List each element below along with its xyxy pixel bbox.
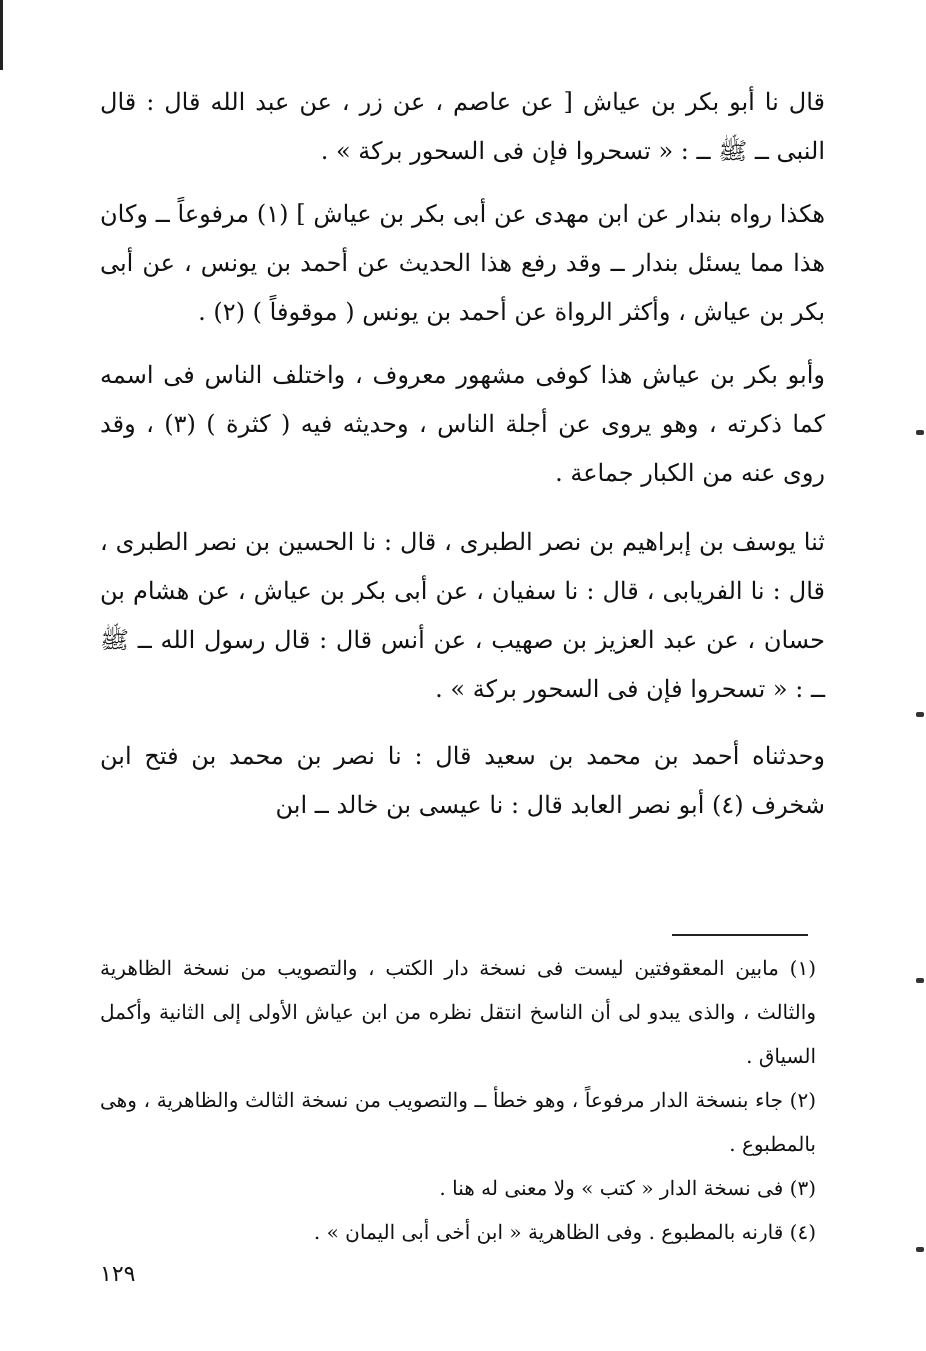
paragraph <box>100 190 825 337</box>
main-text <box>100 78 825 844</box>
paragraph <box>100 78 825 176</box>
paragraph-text: وحدثناه أحمد بن محمد بن سعيد قال : نا نصر بن محمد بن فتح ابن شخرف (٤) أبو نصر العابد قال : نا عيسى بن خالد ــ ابن <box>100 742 825 819</box>
scan-edge-mark <box>0 0 3 70</box>
paragraph-text: وأبو بكر بن عياش هذا كوفى مشهور معروف ، واختلف الناس فى اسمه كما ذكرته ، وهو يروى عن أجلة الناس ، وحديثه فيه ( كثرة ) (٣) ، وقد روى عنه من الكبار جماعة . <box>100 361 825 487</box>
footnote: (٤) قارنه بالمطبوع . وفى الظاهرية « ابن أخى أبى اليمان » . <box>313 1220 816 1244</box>
footnote: (٣) فى نسخة الدار « كتب » ولا معنى له هنا . <box>439 1176 816 1200</box>
paragraph <box>100 518 825 714</box>
paragraph <box>100 732 825 830</box>
page-number: ١٢٩ <box>100 1262 136 1287</box>
margin-mark <box>916 978 924 983</box>
margin-mark <box>916 1247 924 1252</box>
footnote: (١) مابين المعقوفتين ليست فى نسخة دار الكتب ، والتصويب من نسخة الظاهرية والثالث ، والذى يبدو لى أن الناسخ انتقل نظره من ابن عياش الأولى إلى الثانية وأكمل السياق . <box>100 956 816 1068</box>
paragraph-text: هكذا رواه بندار عن ابن مهدى عن أبى بكر بن عياش ] (١) مرفوعاً ــ وكان هذا مما يسئل بندار ــ وقد رفع هذا الحديث عن أحمد بن يونس ، عن أبى بكر بن عياش ، وأكثر الرواة عن أحمد بن يونس ( موقوفاً ) (٢) . <box>100 200 825 326</box>
paragraph <box>100 351 825 498</box>
margin-mark <box>916 430 924 435</box>
paragraph-text: ثنا يوسف بن إبراهيم بن نصر الطبرى ، قال : نا الحسين بن نصر الطبرى ، قال : نا الفريابى ، قال : نا سفيان ، عن أبى بكر بن عياش ، عن هشام بن حسان ، عن عبد العزيز بن صهيب ، عن أنس قال : قال رسول الله ــ ﷺ ــ : « تسحروا فإن فى السحور بركة » . <box>100 528 825 703</box>
margin-mark <box>916 712 924 717</box>
footnote-separator <box>672 934 808 936</box>
footnotes <box>100 946 816 1254</box>
paragraph-text: قال نا أبو بكر بن عياش [ عن عاصم ، عن زر ، عن عبد الله قال : قال النبى ــ ﷺ ــ : « تسحروا فإن فى السحور بركة » . <box>100 88 825 165</box>
footnote: (٢) جاء بنسخة الدار مرفوعاً ، وهو خطأ ــ والتصويب من نسخة الثالث والظاهرية ، وهى بالمطبوع . <box>100 1088 816 1156</box>
